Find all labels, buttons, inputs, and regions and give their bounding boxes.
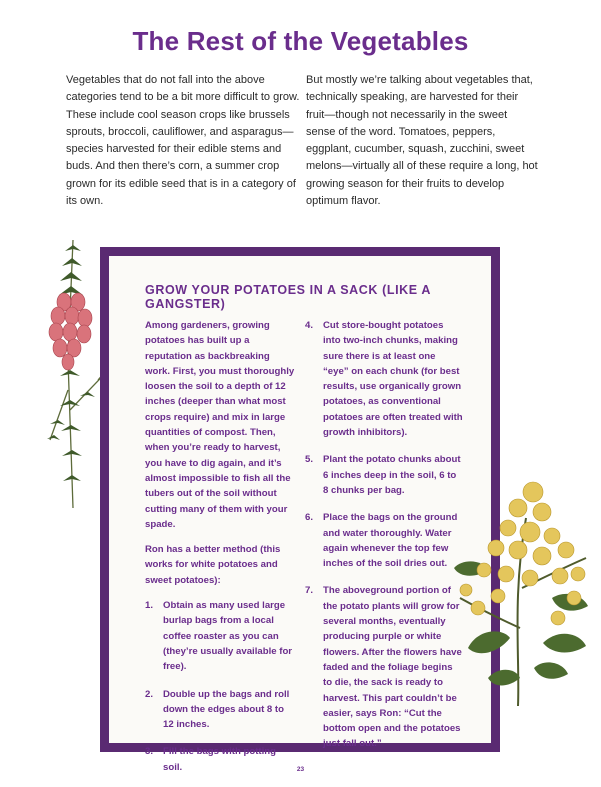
sidebar-title: GROW YOUR POTATOES IN A SACK (LIKE A GANGSTER) <box>145 283 431 311</box>
step-number: 2. <box>145 688 154 700</box>
step-text: Plant the potato chunks about 6 inches deep in the soil, 6 to 8 chunks per bag. <box>323 454 461 496</box>
step-text: Place the bags on the ground and water thoroughly. Water again whenever the top few inches of the soil dries out. <box>323 512 458 570</box>
step-number: 5. <box>305 454 314 466</box>
page-title: The Rest of the Vegetables <box>132 26 469 56</box>
step-text: Cut store-bought potatoes into two-inch chunks, making sure there is at least one “eye” on each chunk (for best results, use organically grown potatoes, as conventional potatoes are often treated with growth inhibitors). <box>323 320 463 439</box>
step-number: 3. <box>145 746 154 758</box>
page-number: 23 <box>296 766 305 773</box>
step-item <box>145 598 295 674</box>
sidebar-column-left <box>145 318 295 787</box>
step-text: Fill the bags with potting soil. <box>163 746 276 773</box>
step-number: 6. <box>305 512 314 524</box>
step-text: The aboveground portion of the potato plants will grow for several months, eventually producing purple or white flowers. After the flowers have faded and the foliage begins to die, the sack is ready to harvest. This part couldn’t be easier, says Ron: “Cut the bottom open and the potatoes just fall out.” <box>323 585 462 750</box>
intro-paragraph-left: Vegetables that do not fall into the above categories tend to be a bit more difficult to grow. These include cool season crops like brussels sprouts, broccoli, cauliflower, and asparagus—species harvested for their edible stems and buds. And then there’s corn, a summer crop grown for its edible seed that is in a category of its own. <box>66 74 300 208</box>
step-number: 1. <box>145 600 154 612</box>
step-text: Obtain as many used large burlap bags from a local coffee roaster as you can (they’re usually available for free). <box>163 600 293 673</box>
step-item <box>145 687 295 733</box>
step-item <box>305 452 463 498</box>
sidebar-intro: Among gardeners, growing potatoes has built up a reputation as backbreaking work. First, you must thoroughly loosen the soil to a depth of 12 inches (deeper than what most crops require) and mix in large quantities of compost. Then, when you’re ready to harvest, you have to dig again, and it’s almost impossible to fish all the tubers out of the soil without cutting many of them with your spade. <box>145 320 295 530</box>
step-number: 7. <box>305 585 314 597</box>
step-item <box>305 583 463 751</box>
step-item <box>305 318 463 440</box>
step-item <box>305 510 463 571</box>
sidebar-column-right <box>305 318 463 764</box>
step-text: Double up the bags and roll down the edges about 8 to 12 inches. <box>163 688 290 731</box>
sidebar-method-intro: Ron has a better method (this works for white potatoes and sweet potatoes): <box>145 544 281 586</box>
intro-paragraph-right: But mostly we’re talking about vegetables that, technically speaking, are harvested for their fruit—though not necessarily in the sweet sense of the word. Tomatoes, peppers, eggplant, cucumber, squash, zucchini, sweet melons—virtually all of these require a long, hot growing season for their fruits to develop optimum flavor. <box>306 74 538 208</box>
step-number: 4. <box>305 320 314 331</box>
wattle-flower-illustration <box>448 478 598 708</box>
